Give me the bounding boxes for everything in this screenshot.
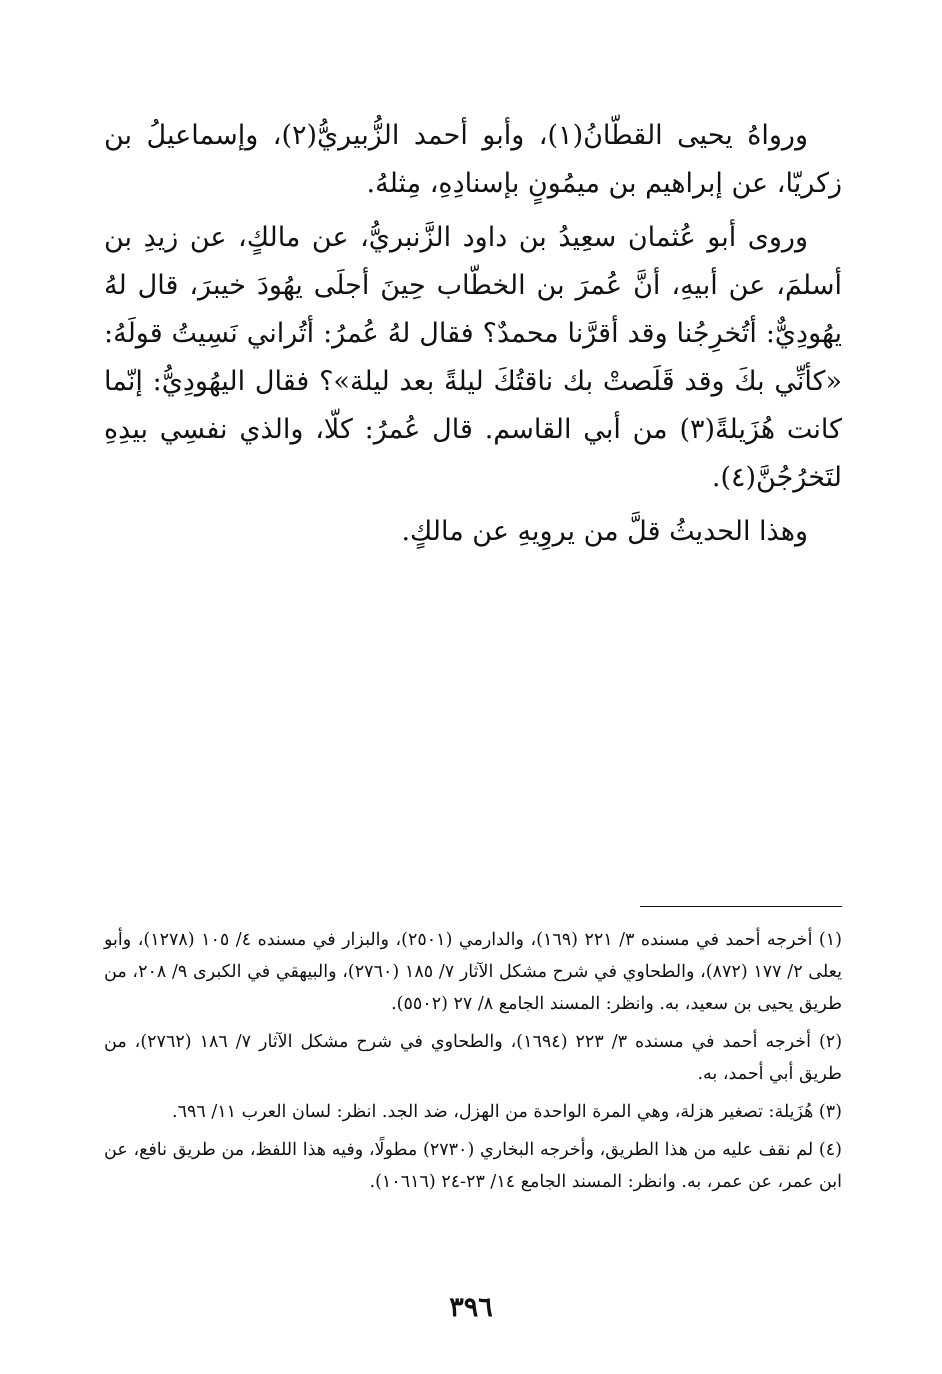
main-text	[104, 112, 842, 562]
footnote-1: (١) أخرجه أحمد في مسنده ٣/ ٢٢١ (١٦٩)، والدارمي (٢٥٠١)، والبزار في مسنده ٤/ ١٠٥ (١٢٧٨)، وأبو يعلى ٢/ ١٧٧ (٨٧٢)، والطحاوي في شرح مشكل الآثار ٧/ ١٨٥ (٢٧٦٠)، والبيهقي في الكبرى ٩/ ٢٠٨، من طريق يحيى بن سعيد، به. وانظر: المسند الجامع ٨/ ٢٧ (٥٥٠٢).	[104, 930, 842, 1014]
footnotes	[104, 924, 842, 1204]
page-number: ٣٩٦	[449, 1292, 493, 1323]
footnote-3: (٣) هُزَيلة: تصغير هزلة، وهي المرة الواحدة من الهزل، ضد الجد. انظر: لسان العرب ١١/ ٦٩٦.	[172, 1102, 842, 1122]
footnote-2: (٢) أخرجه أحمد في مسنده ٣/ ٢٢٣ (١٦٩٤)، والطحاوي في شرح مشكل الآثار ٧/ ١٨٦ (٢٧٦٢)، من طريق أبي أحمد، به.	[104, 1032, 843, 1084]
paragraph-1: ورواهُ يحيى القطّانُ(١)، وأبو أحمد الزُّبيريُّ(٢)، وإسماعيلُ بن زكريّا، عن إبراهيم بن ميمُونٍ بإسنادِهِ، مِثلهُ.	[104, 120, 842, 199]
footnote-separator	[640, 906, 842, 907]
paragraph-2: وروى أبو عُثمان سعِيدُ بن داود الزَّنبريُّ، عن مالكٍ، عن زيدِ بن أسلمَ، عن أبيهِ، أنَّ عُمرَ بن الخطّاب حِينَ أجلَى يهُودَ خيبرَ، قال لهُ يهُودِيٌّ: أتُخرِجُنا وقد أقرَّنا محمدٌ؟ فقال لهُ عُمرُ: أتُراني نَسِيتُ قولَهُ: «كأنِّي بكَ وقد قَلَصتْ بك ناقتُكَ ليلةً بعد ليلة»؟ فقال اليهُودِيُّ: إنّما كانت هُزَيلةً(٣) من أبي القاسم. قال عُمرُ: كلّا، والذي نفسِي بيدِهِ لتَخرُجُنَّ(٤).	[104, 222, 843, 493]
paragraph-3: وهذا الحديثُ قلَّ من يروِيهِ عن مالكٍ.	[401, 516, 808, 547]
footnote-4: (٤) لم نقف عليه من هذا الطريق، وأخرجه البخاري (٢٧٣٠) مطولًا، وفيه هذا اللفظ، من طريق نافع، عن ابن عمر، عن عمر، به. وانظر: المسند الجامع ١٤/ ٢٣-٢٤ (١٠٦١٦).	[104, 1140, 842, 1192]
